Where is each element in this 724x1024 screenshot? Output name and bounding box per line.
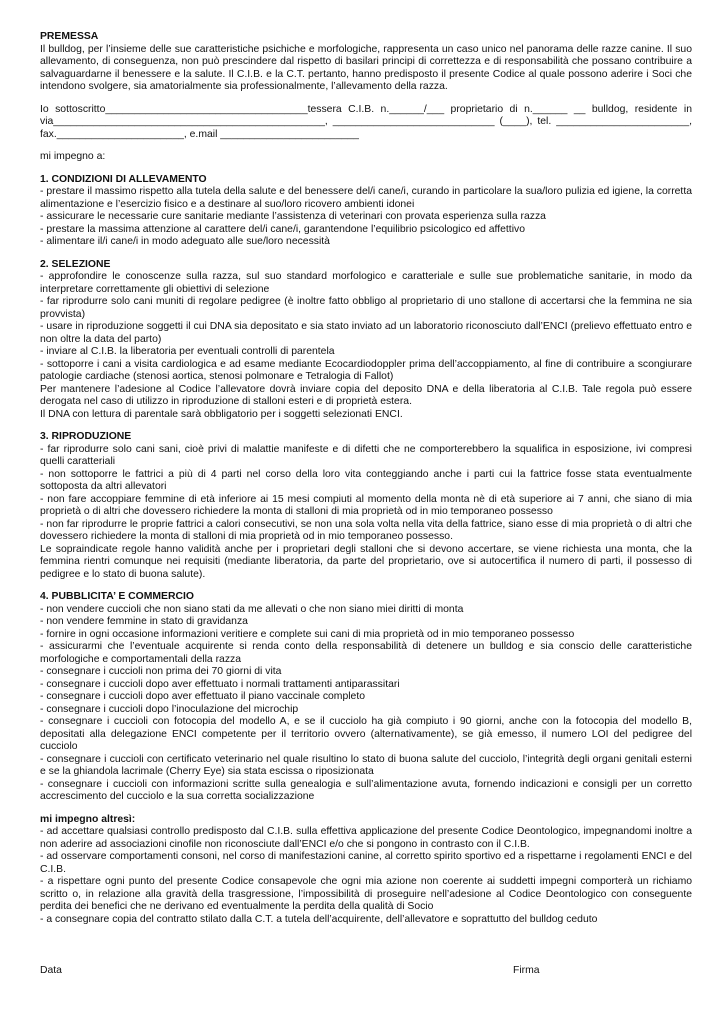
list-item: - alimentare il/i cane/i in modo adeguato alle sue/loro necessità: [40, 236, 330, 247]
list-item: - fornire in ogni occasione informazioni veritiere e complete sui cani di mia proprietà od in mio temporaneo possesso: [40, 628, 575, 640]
list-item: - consegnare i cuccioli con fotocopia del modello A, e se il cucciolo ha già compiuto i 90 giorni, anche con la fotocopia del modello B, depositati alla delegazione ENCI competente per il territorio ovvero (alternativamente), se già emesso, il numero LOI del pedigree del cucciolo: [40, 716, 692, 752]
list-item: - inviare al C.I.B. la liberatoria per eventuali controlli di parentela: [40, 346, 335, 357]
list-item: - ad osservare comportamenti consoni, nel corso di manifestazioni canine, al corretto spirito sportivo ed a rispettarne i regolamenti ENCI e del C.I.B.: [40, 851, 692, 875]
list-item: - consegnare i cuccioli con informazioni scritte sulla genealogia e sull’alimentazione avuta, fornendo indicazioni e consigli per un corretto accrescimento del cucciolo e la sua corretta socializzazione: [40, 778, 692, 802]
rule-note: Per mantenere l’adesione al Codice l’allevatore dovrà inviare copia del deposito DNA e della liberatoria al C.I.B. Tale regola può essere derogata nel caso di utilizzo in riproduzione di stalloni esteri e di proprietà estera.: [40, 383, 692, 407]
section-pubblicita-commercio: [40, 591, 692, 804]
list-item: - consegnare i cuccioli con certificato veterinario nel quale risultino lo stato di buona salute del cucciolo, l’integrità degli organi genitali esterni e se la ghiandola lacrimale (Cherry Eye) sia stata escissa o riposizionata: [40, 753, 692, 777]
list-item: - prestare la massima attenzione al carattere del/i cane/i, garantendone l’equilibrio psicologico ed affettivo: [40, 223, 525, 235]
section-title: 1. CONDIZIONI DI ALLEVAMENTO: [40, 173, 207, 185]
rule-note: Il DNA con lettura di parentale sarà obbligatorio per i soggetti selezionati ENCI.: [40, 408, 403, 420]
section-title: mi impegno altresì:: [40, 813, 136, 825]
list-item: - a rispettare ogni punto del presente Codice consapevole che ogni mia azione non coerente ai suddetti impegni comporterà un richiamo scritto o, in relazione alla gravità della trasgressione, l’impossibilità di proseguire nell’adesione al Codice Deontologico con conseguente perdita dei benefici che ne derivano ed eventualmente la perdita della qualità di Socio: [40, 876, 692, 912]
list-item: - non sottoporre le fattrici a più di 4 parti nel corso della loro vita conteggiando anche i parti cui la fattrice fosse stata eventualmente sottoposta da altri allevatori: [40, 468, 692, 492]
section-riproduzione: [40, 431, 692, 581]
section-impegno-altresi: [40, 814, 692, 927]
list-item: - a consegnare copia del contratto stilato dalla C.T. a tutela dell’acquirente, dell’allevatore e soprattutto del bulldog ceduto: [40, 913, 598, 925]
list-item: - consegnare i cuccioli dopo aver effettuato i normali trattamenti antiparassitari: [40, 678, 400, 690]
list-item: - non fare accoppiare femmine di età inferiore ai 15 mesi compiuti al momento della monta nè di età superiore ai 7 anni, che siano di mia proprietà o di altri che dovessero richiedere la monta di stalloni di mia proprietà od in mio temporaneo possesso: [40, 493, 692, 517]
list-item: - non far riprodurre le proprie fattrici a calori consecutivi, se non una sola volta nella vita della fattrice, siano esse di mia proprietà o di altri che dovessero richiedere la monta di stalloni di mia proprietà od in mio temporaneo possesso.: [40, 518, 692, 542]
list-item: - ad accettare qualsiasi controllo predisposto dal C.I.B. sulla effettiva applicazione del presente Codice Deontologico, impegnandomi inoltre a non aderire ad associazioni cinofile non riconosciute dall’ENCI e/o che si pongono in contrasto con il C.I.B.: [40, 826, 692, 850]
date-label: Data: [40, 965, 62, 976]
rule-note: Le sopraindicate regole hanno validità anche per i proprietari degli stalloni che si devono accertare, se viene richiesta una monta, che la femmina rientri comunque nei requisiti (mediante liberatoria, da parte del proprietario, ove si autocertifica il numero di parti, il possesso di pedigree e lo stato di buona salute).: [40, 543, 692, 580]
section-title: 2. SELEZIONE: [40, 258, 111, 270]
list-item: - assicurare le necessarie cure sanitarie mediante l’assistenza di veterinari con provata esperienza sulla razza: [40, 211, 546, 222]
list-item: - usare in riproduzione soggetti il cui DNA sia depositato e sia stato inviato ad un laboratorio riconosciuto dall’ENCI (prelievo effettuato entro e non oltre la data del parto): [40, 321, 692, 345]
list-item: - prestare il massimo rispetto alla tutela della salute e del benessere del/i cane/i, curando in particolare la sua/loro pulizia ed igiene, la corretta alimentazione e l’esercizio fisico e a destinare al suo/loro ricovero ambienti idonei: [40, 186, 692, 210]
premessa-title: PREMESSA: [40, 31, 99, 42]
section-selezione: [40, 259, 692, 422]
premessa-text: Il bulldog, per l’insieme delle sue caratteristiche psichiche e morfologiche, rappresenta un caso unico nel panorama delle razze canine. Il suo allevamento, di conseguenza, non può prescindere dal rispetto di basilari principi di correttezza e di responsabilità che possano contribuire a salvaguardarne il benessere e la salute. Il C.I.B. e la C.T. pertanto, hanno predisposto il presente Codice al quale possono aderire i Soci che intendono svolgere, sia amatorialmente sia professionalmente, l’allevamento della razza.: [40, 43, 692, 92]
list-item: - assicurarmi che l’eventuale acquirente si renda conto della responsabilità di detenere un bulldog e sia conscio delle caratteristiche morfologiche e comportamentali della razza: [40, 641, 692, 665]
section-title: 3. RIPRODUZIONE: [40, 431, 132, 442]
document-content: [40, 31, 692, 926]
list-item: - consegnare i cuccioli non prima dei 70 giorni di vita: [40, 666, 282, 677]
declaration-form: Io sottoscritto___________________________________tessera C.I.B. n.______/___ proprietario di n.______ __ bulldog, residente in via_______________________________________________, ____________________________ (____), tel. _______________________, fax.______________________, e.mail ________________________: [40, 103, 692, 140]
section-allevamento: [40, 174, 692, 249]
list-item: - sottoporre i cani a visita cardiologica e ad esame mediante Ecocardiodoppler prima dell’accoppiamento, al fine di contribuire a scongiurare patologie cardiache (stenosi aortica, stenosi polmonare e Tetralogia di Fallot): [40, 358, 692, 382]
intro-line: mi impegno a:: [40, 151, 106, 162]
list-item: - consegnare i cuccioli dopo aver effettuato il piano vaccinale completo: [40, 691, 365, 702]
list-item: - approfondire le conoscenze sulla razza, sul suo standard morfologico e caratteriale e sulle sue problematiche sanitarie, in modo da interpretare correttamente gli obiettivi di selezione: [40, 271, 692, 295]
signature-footer: [40, 965, 692, 979]
list-item: - far riprodurre solo cani muniti di regolare pedigree (è inoltre fatto obbligo al proprietario di uno stallone di accertarsi che la femmina ne sia provvista): [40, 296, 692, 320]
list-item: - consegnare i cuccioli dopo l’inoculazione del microchip: [40, 703, 299, 715]
list-item: - far riprodurre solo cani sani, cioè privi di malattie manifeste e di difetti che ne comporterebbero la squalifica in esposizione, ivi compresi quelli caratteriali: [40, 443, 692, 467]
list-item: - non vendere cuccioli che non siano stati da me allevati o che non siano miei diritti di monta: [40, 603, 464, 615]
list-item: - non vendere femmine in stato di gravidanza: [40, 616, 248, 627]
signature-label: Firma: [513, 965, 540, 976]
section-title: 4. PUBBLICITA’ E COMMERCIO: [40, 591, 194, 602]
